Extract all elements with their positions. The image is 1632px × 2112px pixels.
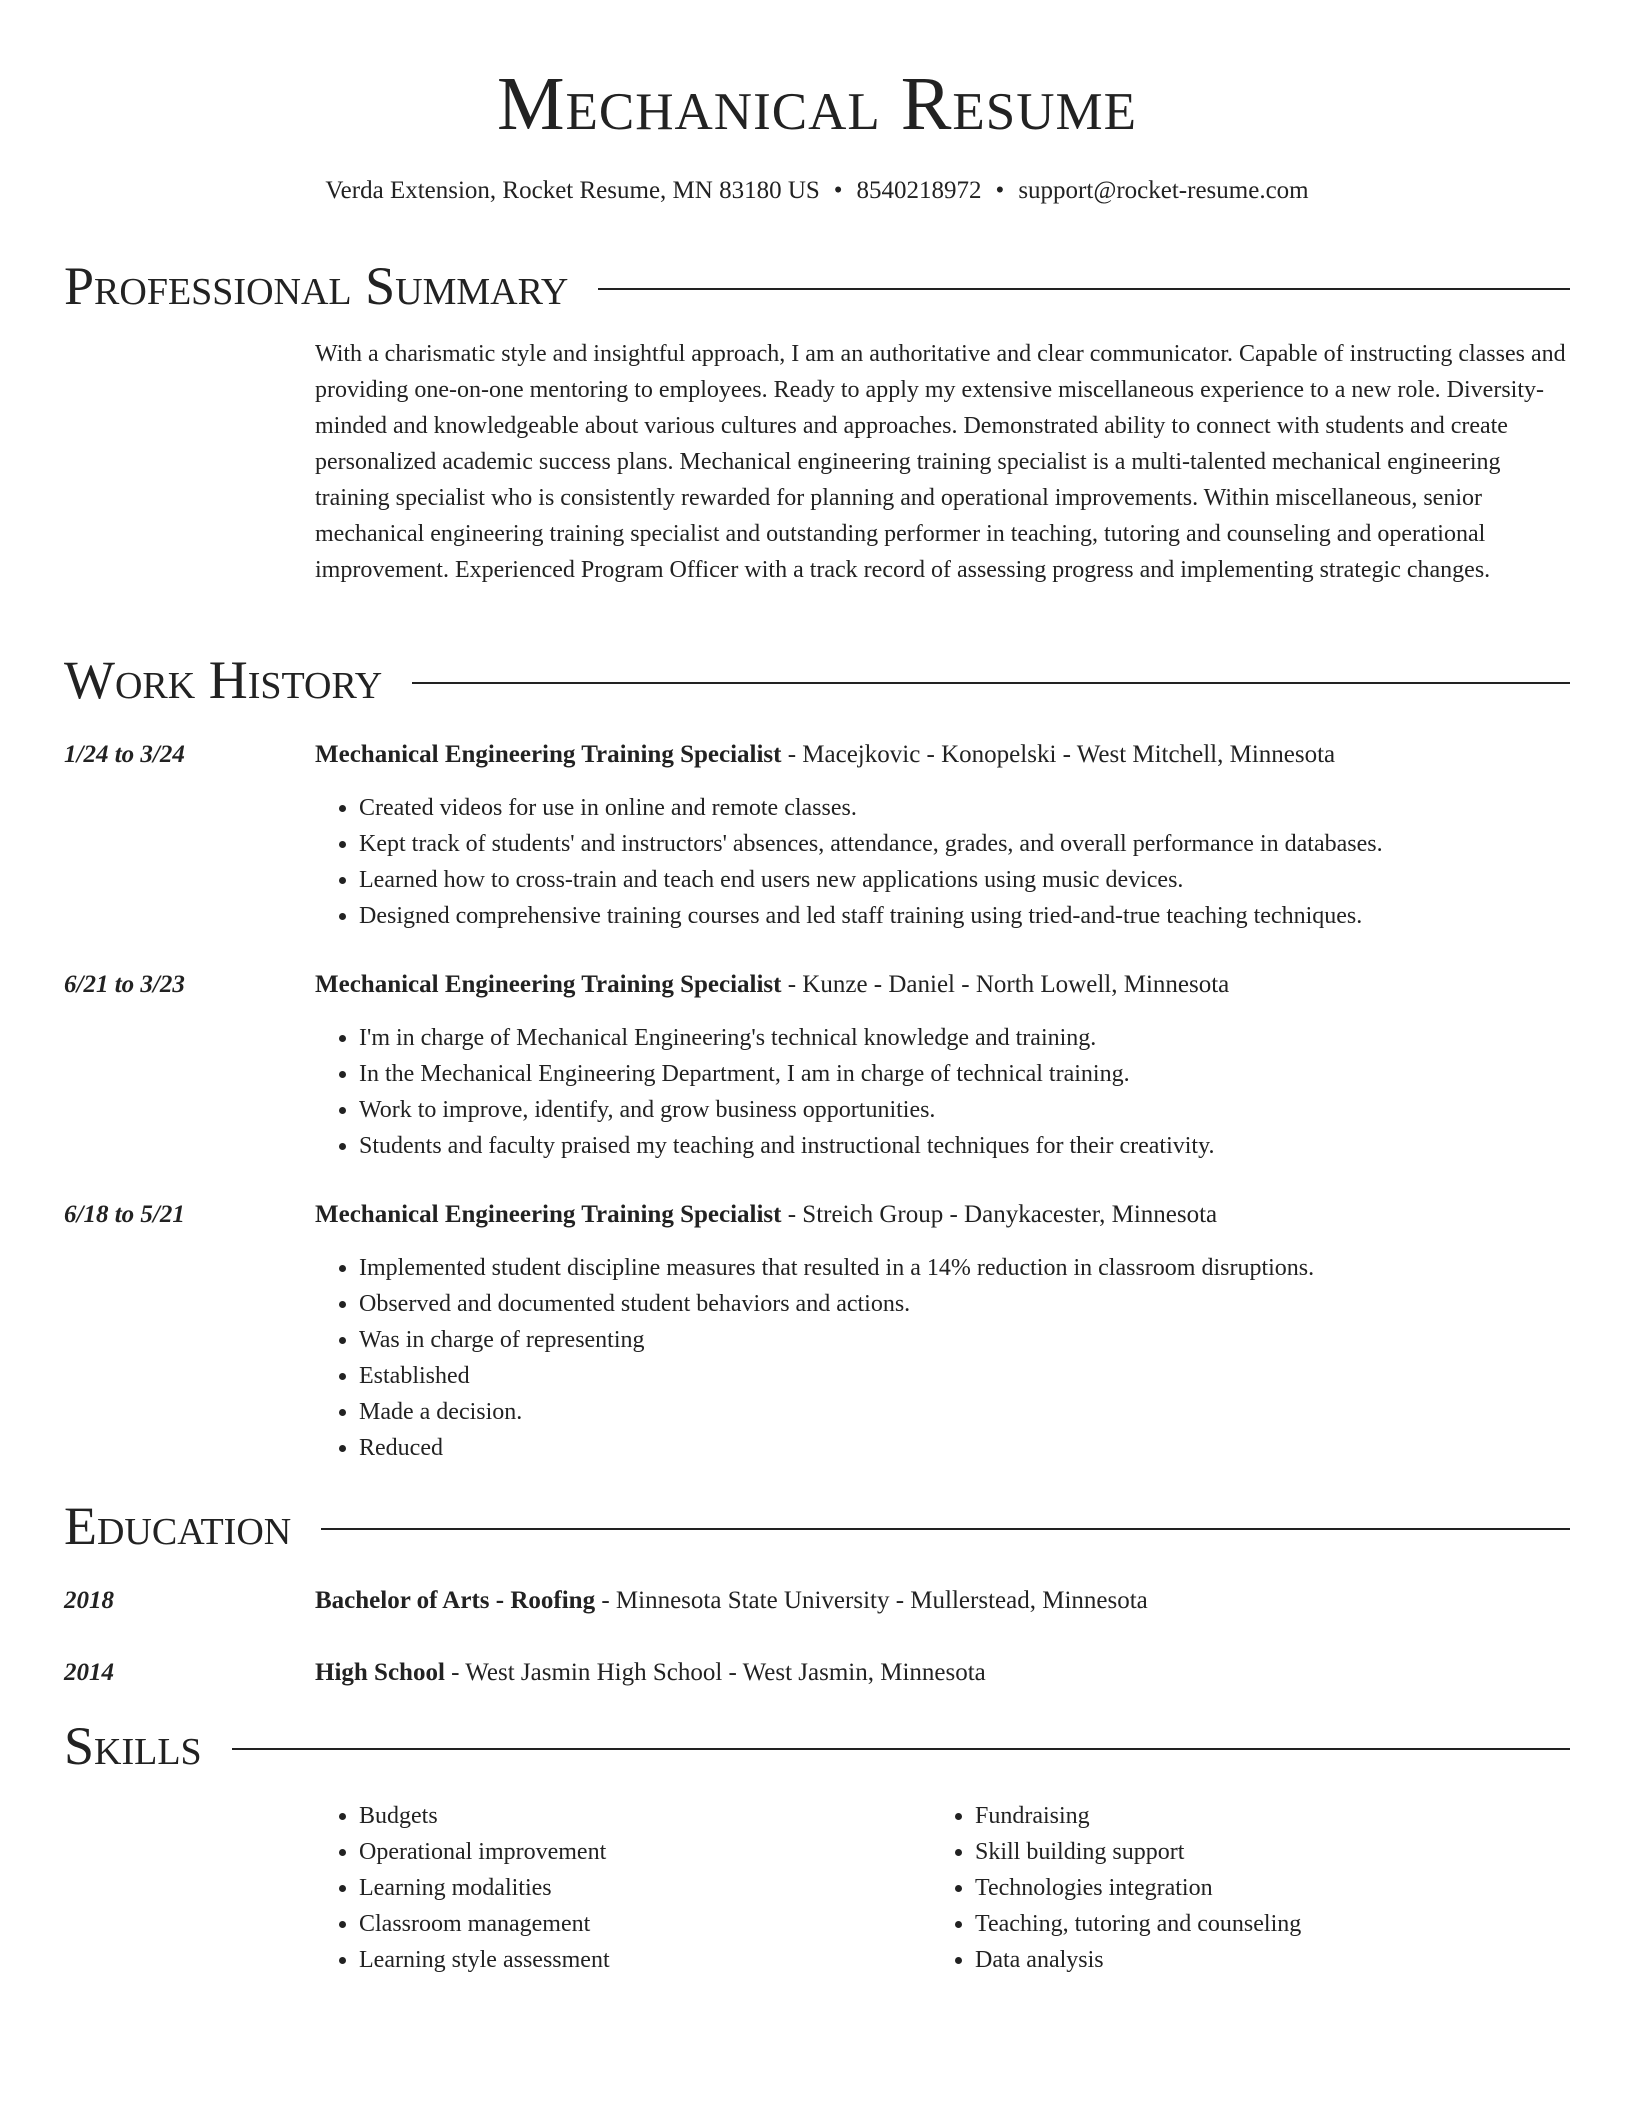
section-divider bbox=[598, 288, 1570, 290]
job-dates: 6/21 to 3/23 bbox=[64, 971, 185, 998]
contact-separator: • bbox=[995, 177, 1005, 204]
contact-line bbox=[64, 174, 1570, 208]
job-details: - Kunze - Daniel - North Lowell, Minnesota bbox=[781, 971, 1230, 998]
education-degree: Bachelor of Arts - Roofing bbox=[315, 1587, 596, 1614]
list-item: • Learned how to cross-train and teach end users new applications using music devices. bbox=[359, 862, 1614, 898]
education-degree: High School bbox=[315, 1659, 445, 1686]
education-section-header bbox=[64, 1494, 1570, 1558]
list-item: • Reduced bbox=[359, 1430, 1614, 1466]
education-year: 2018 bbox=[64, 1587, 114, 1614]
contact-email: support@rocket-resume.com bbox=[1018, 177, 1309, 204]
list-item: • Implemented student discipline measures that resulted in a 14% reduction in classroom disruptions. bbox=[359, 1250, 1614, 1286]
list-item: • Kept track of students' and instructors' absences, attendance, grades, and overall performance in databases. bbox=[359, 826, 1614, 862]
list-item: • Technologies integration bbox=[975, 1870, 1535, 1906]
contact-address: Verda Extension, Rocket Resume, MN 83180 US bbox=[325, 177, 820, 204]
list-item: • Teaching, tutoring and counseling bbox=[975, 1906, 1535, 1942]
section-divider bbox=[412, 682, 1570, 684]
education-details: - West Jasmin High School - West Jasmin, Minnesota bbox=[444, 1659, 986, 1686]
list-item: • Classroom management bbox=[359, 1906, 919, 1942]
list-item: • Work to improve, identify, and grow business opportunities. bbox=[359, 1092, 1614, 1128]
section-divider bbox=[321, 1528, 1570, 1530]
contact-phone: 8540218972 bbox=[856, 177, 982, 204]
job-bullets bbox=[315, 1250, 1614, 1466]
list-item: • Fundraising bbox=[975, 1798, 1535, 1834]
skills-list-right bbox=[931, 1798, 1535, 1978]
education-header bbox=[315, 1584, 1570, 1618]
job-header bbox=[315, 738, 1570, 772]
list-item: • Skill building support bbox=[975, 1834, 1535, 1870]
education-year: 2014 bbox=[64, 1659, 114, 1686]
section-divider bbox=[232, 1748, 1570, 1750]
job-role: Mechanical Engineering Training Specialist bbox=[315, 1201, 782, 1228]
list-item: • Designed comprehensive training courses and led staff training using tried-and-true teaching techniques. bbox=[359, 898, 1614, 934]
job-role: Mechanical Engineering Training Specialist bbox=[315, 971, 782, 998]
job-dates: 6/18 to 5/21 bbox=[64, 1201, 185, 1228]
job-details: - Streich Group - Danykacester, Minnesota bbox=[781, 1201, 1218, 1228]
list-item: • Budgets bbox=[359, 1798, 919, 1834]
job-bullets bbox=[315, 1020, 1614, 1164]
work-section-header bbox=[64, 648, 1570, 712]
job-header bbox=[315, 968, 1570, 1002]
list-item: • Made a decision. bbox=[359, 1394, 1614, 1430]
list-item: • In the Mechanical Engineering Department, I am in charge of technical training. bbox=[359, 1056, 1614, 1092]
resume-name: Mechanical Resume bbox=[496, 62, 1138, 146]
job-details: - Macejkovic - Konopelski - West Mitchell, Minnesota bbox=[781, 741, 1336, 768]
job-dates: 1/24 to 3/24 bbox=[64, 741, 185, 768]
list-item: • Operational improvement bbox=[359, 1834, 919, 1870]
list-item: • Observed and documented student behaviors and actions. bbox=[359, 1286, 1614, 1322]
list-item: • Created videos for use in online and remote classes. bbox=[359, 790, 1614, 826]
work-section-title: Work History bbox=[64, 650, 383, 710]
list-item: • Learning modalities bbox=[359, 1870, 919, 1906]
education-header bbox=[315, 1656, 1570, 1690]
education-section-title: Education bbox=[64, 1496, 292, 1556]
job-header bbox=[315, 1198, 1570, 1232]
list-item: • Learning style assessment bbox=[359, 1942, 919, 1978]
list-item: • Established bbox=[359, 1358, 1614, 1394]
list-item: • I'm in charge of Mechanical Engineering's technical knowledge and training. bbox=[359, 1020, 1614, 1056]
education-details: - Minnesota State University - Mullerstead, Minnesota bbox=[595, 1587, 1148, 1614]
skills-list-left bbox=[315, 1798, 919, 1978]
summary-section-header bbox=[64, 254, 1570, 318]
list-item: • Data analysis bbox=[975, 1942, 1535, 1978]
job-bullets bbox=[315, 790, 1614, 934]
summary-text: With a charismatic style and insightful approach, I am an authoritative and clear communicator. Capable of instructing classes and providing one-on-one mentoring to employees. Ready to apply my extensive miscellaneous experience to a new role. Diversity-minded and knowledgeable about various cultures and approaches. Demonstrated ability to connect with students and create personalized academic success plans. Mechanical engineering training specialist is a multi-talented mechanical engineering training specialist who is consistently rewarded for planning and operational improvements. Within miscellaneous, senior mechanical engineering training specialist and outstanding performer in teaching, tutoring and counseling and operational improvement. Experienced Program Officer with a track record of assessing progress and implementing strategic changes. bbox=[315, 341, 1566, 583]
summary-section-title: Professional Summary bbox=[64, 256, 569, 316]
list-item: • Students and faculty praised my teaching and instructional techniques for their creativity. bbox=[359, 1128, 1614, 1164]
contact-separator: • bbox=[833, 177, 843, 204]
list-item: • Was in charge of representing bbox=[359, 1322, 1614, 1358]
job-role: Mechanical Engineering Training Specialist bbox=[315, 741, 782, 768]
skills-section-header bbox=[64, 1714, 1570, 1778]
skills-section-title: Skills bbox=[64, 1716, 202, 1776]
